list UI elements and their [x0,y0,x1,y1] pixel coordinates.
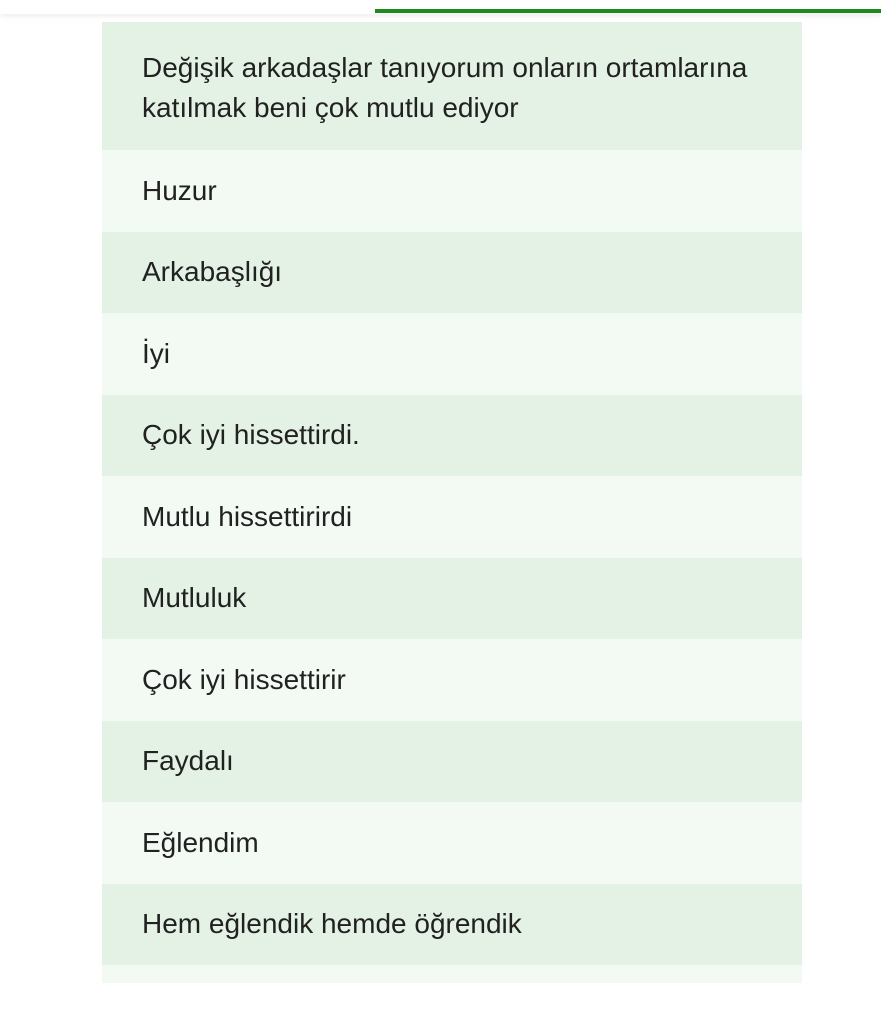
response-text: Mutluluk [142,582,247,614]
response-item [102,802,802,884]
response-item [102,476,802,558]
response-text: Arkabaşlığı [142,256,283,288]
response-item-partial [102,965,802,983]
response-text: Eğlendim [142,826,259,858]
response-item [102,558,802,640]
response-item [102,639,802,721]
response-item [102,884,802,966]
response-item [102,22,802,150]
response-text: Çok iyi hissettirdi. [142,419,360,451]
response-text: Hem eğlendik hemde öğrendik [142,908,522,940]
response-text: Çok iyi hissettirir [142,663,346,695]
response-item [102,313,802,395]
progress-bar [375,9,881,13]
response-text: Mutlu hissettirirdi [142,500,353,532]
response-list[interactable] [102,22,802,983]
response-item [102,395,802,477]
top-bar [0,0,881,14]
response-item [102,150,802,232]
response-text: Değişik arkadaşlar tanıyorum onların ortamlarına katılmak beni çok mutlu ediyor [142,52,748,123]
response-item [102,721,802,803]
response-text: Faydalı [142,745,234,777]
response-text: İyi [142,337,170,369]
response-text: Huzur [142,174,217,206]
response-item [102,232,802,314]
